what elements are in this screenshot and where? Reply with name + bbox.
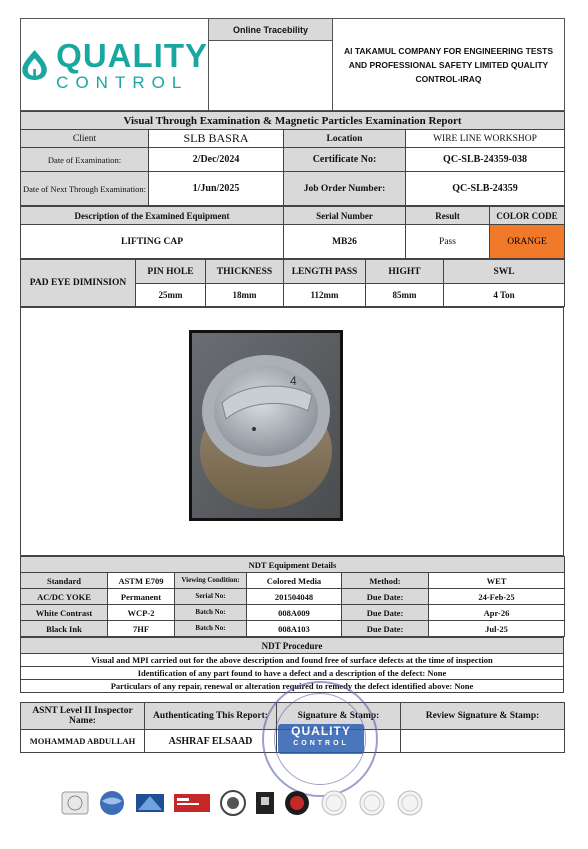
- red-certification-logo-icon: [172, 788, 212, 818]
- ndt-cell: Due Date:: [342, 605, 429, 621]
- ndt-cell: Black Ink: [21, 621, 108, 637]
- leea-logo-icon: [134, 788, 166, 818]
- pad-eye-value: 85mm: [366, 284, 444, 307]
- pad-eye-header: THICKNESS: [206, 260, 284, 284]
- online-traceability-label: Online Tracebility: [209, 19, 333, 41]
- info-table: [20, 111, 565, 206]
- equipment-desc-label: Description of the Examined Equipment: [21, 207, 284, 225]
- stamp-word-quality: QUALITY: [291, 724, 351, 738]
- pad-eye-header: LENGTH PASS: [284, 260, 366, 284]
- procedure-line: Identification of any part found to have a defect and a description of the defect: None: [21, 667, 564, 680]
- traceability-qr-area[interactable]: [209, 41, 333, 111]
- ndt-cell: Due Date:: [342, 589, 429, 605]
- pad-eye-value: 112mm: [284, 284, 366, 307]
- pad-eye-header: PIN HOLE: [136, 260, 206, 284]
- accreditation-logos: [60, 785, 480, 821]
- company-logo: [21, 36, 208, 92]
- procedure-line: Visual and MPI carried out for the above description and found free of surface defects at the time of inspection: [21, 654, 564, 667]
- ndt-cell: Standard: [21, 573, 108, 589]
- iso-14001-seal-icon: [394, 788, 426, 818]
- ndt-cell: White Contrast: [21, 605, 108, 621]
- review-signature-area: [401, 730, 565, 753]
- ndt-cell: Viewing Condition:: [175, 573, 247, 589]
- company-name: Al TAKAMUL COMPANY FOR ENGINEERING TESTS AND PROFESSIONAL SAFETY LIMITED QUALITY CONTROL-IRAQ: [333, 19, 565, 111]
- pad-eye-label: PAD EYE DIMINSION: [21, 260, 136, 307]
- next-exam-value: 1/Jun/2025: [149, 172, 284, 206]
- ndt-cell: 7HF: [108, 621, 175, 637]
- certificate-sheet: [20, 18, 564, 753]
- ndt-cell: 008A103: [247, 621, 342, 637]
- stamp-logo-band: [278, 724, 364, 754]
- header-table: [20, 18, 565, 111]
- color-code-value: ORANGE: [490, 225, 565, 259]
- equipment-photo: [189, 330, 343, 521]
- job-order-value: QC-SLB-24359: [406, 172, 565, 206]
- review-label: Review Signature & Stamp:: [401, 703, 565, 730]
- ndt-cell: WET: [429, 573, 565, 589]
- location-value: WIRE LINE WORKSHOP: [406, 130, 565, 148]
- red-circle-logo-icon: [282, 788, 312, 818]
- photo-cell: [21, 308, 564, 556]
- accreditation-seal-icon: [60, 788, 90, 818]
- company-stamp: [262, 681, 378, 797]
- ndt-equipment-table: [20, 556, 565, 637]
- ndt-equipment-title: NDT Equipment Details: [21, 557, 565, 573]
- logo-cell: [21, 19, 209, 111]
- ndt-cell: Permanent: [108, 589, 175, 605]
- authenticator-name: ASHRAF ELSAAD: [145, 730, 277, 753]
- photo-table: [20, 307, 564, 556]
- ndt-cell: Serial No:: [175, 589, 247, 605]
- equipment-table: [20, 206, 565, 259]
- ndt-cell: Jul-25: [429, 621, 565, 637]
- pad-eye-value: 18mm: [206, 284, 284, 307]
- ndt-cell: Due Date:: [342, 621, 429, 637]
- pad-eye-table: [20, 259, 565, 307]
- date-exam-value: 2/Dec/2024: [149, 148, 284, 172]
- ndt-cell: Batch No:: [175, 605, 247, 621]
- certificate-value: QC-SLB-24359-038: [406, 148, 565, 172]
- ndt-cell: ASTM E709: [108, 573, 175, 589]
- ndt-cell: 201504048: [247, 589, 342, 605]
- certificate-label: Certificate No:: [284, 148, 406, 172]
- pad-eye-value: 25mm: [136, 284, 206, 307]
- dark-badge-icon: [254, 788, 276, 818]
- pad-eye-header: HIGHT: [366, 260, 444, 284]
- equipment-desc-value: LIFTING CAP: [21, 225, 284, 259]
- iso-9001-seal-icon: [318, 788, 350, 818]
- quality-drop-icon: [21, 41, 48, 89]
- stamp-word-control: CONTROL: [293, 740, 349, 747]
- ndt-cell: Method:: [342, 573, 429, 589]
- next-exam-label: Date of Next Through Examination:: [21, 172, 149, 206]
- inspector-label: ASNT Level II Inspector Name:: [21, 703, 145, 730]
- date-exam-label: Date of Examination:: [21, 148, 149, 172]
- globe-logo-icon: [96, 788, 128, 818]
- logo-word-quality: QUALITY: [56, 36, 208, 74]
- logo-word-control: CONTROL: [56, 72, 189, 92]
- svg-text:4: 4: [290, 374, 297, 388]
- ndt-cell: 008A009: [247, 605, 342, 621]
- ndt-cell: Batch No:: [175, 621, 247, 637]
- ndt-procedure-table: [20, 637, 564, 693]
- ndt-cell: Apr-26: [429, 605, 565, 621]
- inspector-name: MOHAMMAD ABDULLAH: [21, 730, 145, 753]
- pad-eye-header: SWL: [444, 260, 565, 284]
- job-order-label: Job Order Number:: [284, 172, 406, 206]
- client-value: SLB BASRA: [149, 130, 284, 148]
- result-value: Pass: [406, 225, 490, 259]
- signature-label: Signature & Stamp:: [277, 703, 401, 730]
- ndt-cell: WCP-2: [108, 605, 175, 621]
- pad-eye-value: 4 Ton: [444, 284, 565, 307]
- ndt-cell: 24-Feb-25: [429, 589, 565, 605]
- serial-number-label: Serial Number: [284, 207, 406, 225]
- iso-seal-icon: [356, 788, 388, 818]
- serial-number-value: MB26: [284, 225, 406, 259]
- client-label: Client: [21, 130, 149, 148]
- color-code-label: COLOR CODE: [490, 207, 565, 225]
- authenticating-label: Authenticating This Report:: [145, 703, 277, 730]
- location-label: Location: [284, 130, 406, 148]
- ndt-procedure-title: NDT Procedure: [21, 638, 564, 654]
- ndt-cell: Colored Media: [247, 573, 342, 589]
- circular-emblem-icon: [218, 788, 248, 818]
- procedure-line: Particulars of any repair, renewal or alteration required to remedy the defect identified above: None: [21, 680, 564, 693]
- ndt-cell: AC/DC YOKE: [21, 589, 108, 605]
- report-title: Visual Through Examination & Magnetic Particles Examination Report: [21, 112, 565, 130]
- result-label: Result: [406, 207, 490, 225]
